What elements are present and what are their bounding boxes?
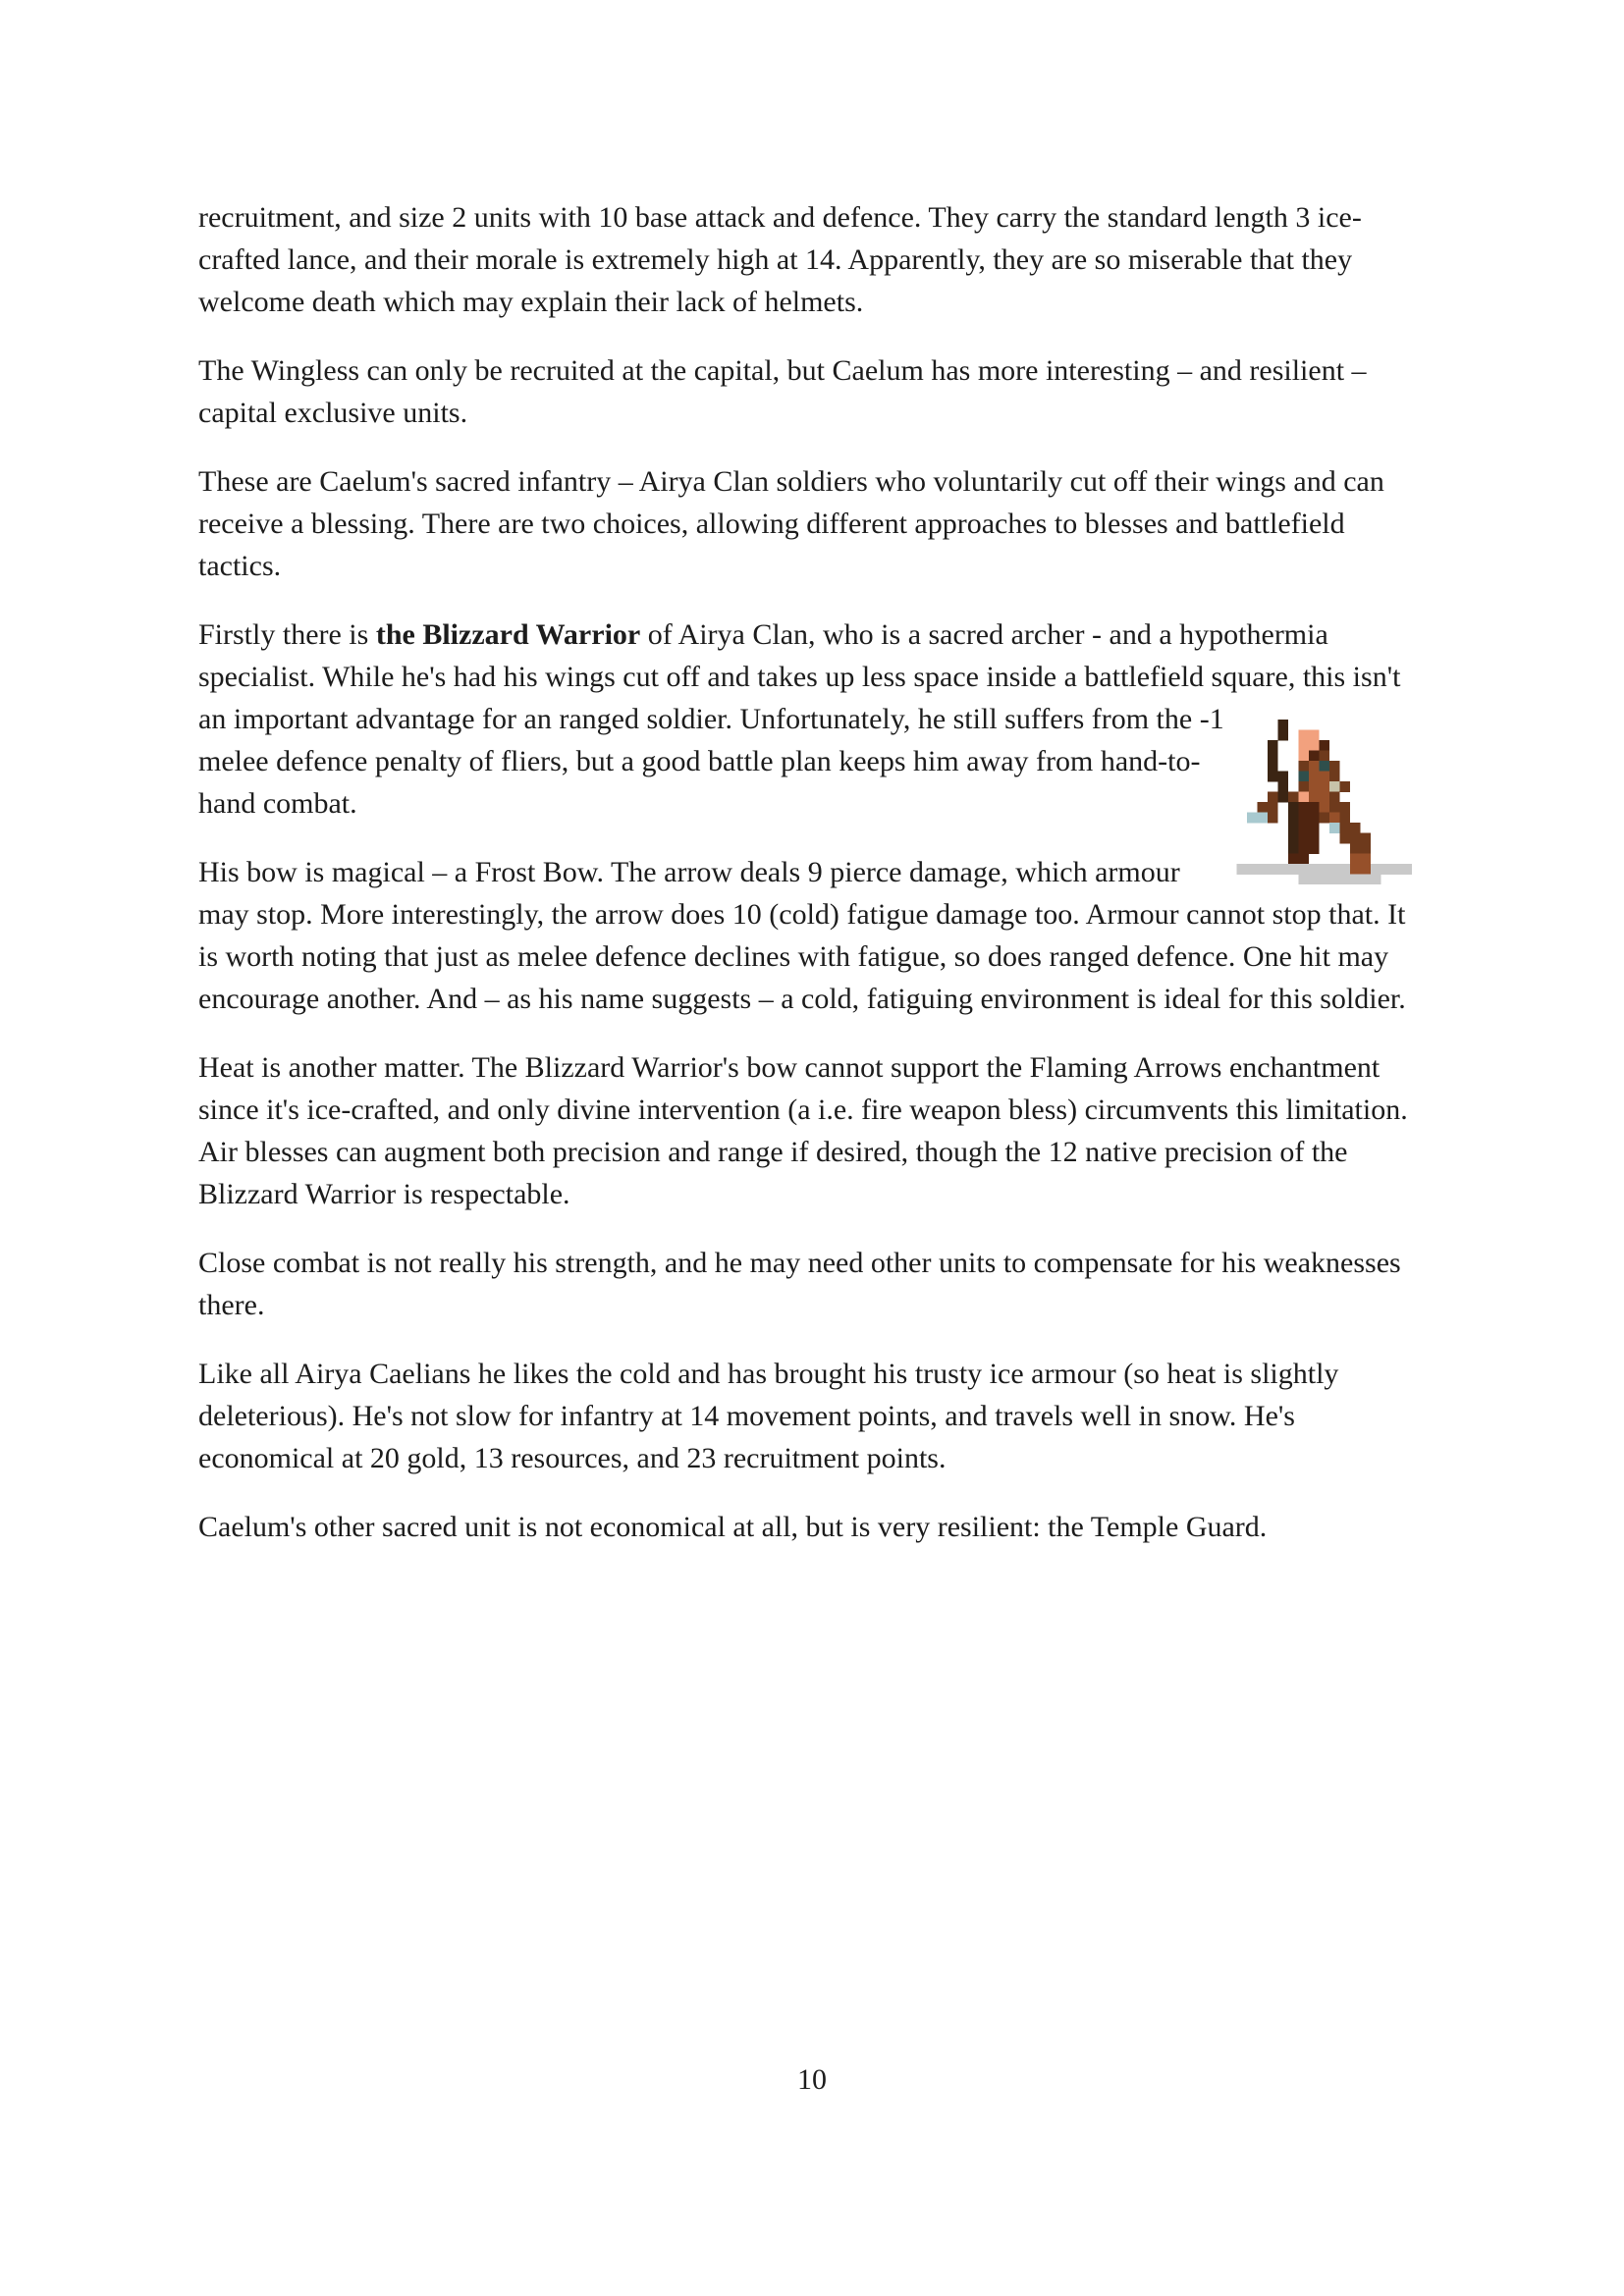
blizzard-warrior-sprite (1228, 698, 1421, 884)
paragraph: His bow is magical – a Frost Bow. The arrow deals 9 pierce damage, which armour may stop. More interestingly, the arrow does 10 (cold) fatigue damage too. Armour cannot stop that. It is worth noting that just as melee defence declines with fatigue, so does ranged defence. One hit may encourage another. And – as his name suggests – a cold, fatiguing environment is ideal for this soldier. (198, 856, 1406, 1015)
paragraph-text: Unfortunately, he still suffers from the -1 melee defence penalty of fliers, but a good battle plan keeps him away from hand-to-hand combat. (198, 703, 1224, 820)
paragraph: Like all Airya Caelians he likes the cold and has brought his trusty ice armour (so heat is slightly deleterious). He's not slow for infantry at 14 movement points, and travels well in snow. He's economical at 20 gold, 13 resources, and 23 recruitment points. (198, 1358, 1339, 1474)
text-column (198, 196, 1421, 1575)
paragraph: The Wingless can only be recruited at the capital, but Caelum has more interesting – and resilient – capital exclusive units. (198, 354, 1367, 429)
paragraph: Close combat is not really his strength, and he may need other units to compensate for his weaknesses there. (198, 1247, 1401, 1321)
paragraph-text: Firstly there is (198, 618, 376, 651)
paragraph (198, 614, 1421, 825)
paragraph: Heat is another matter. The Blizzard Warrior's bow cannot support the Flaming Arrows enchantment since it's ice-crafted, and only divine intervention (a i.e. fire weapon bless) circumvents this limitation. Air blesses can augment both precision and range if desired, though the 12 native precision of the Blizzard Warrior is respectable. (198, 1051, 1408, 1210)
paragraph-text: of Airya Clan, who is a sacred archer - and a hypothermia specialist. While he's had his wings cut off and takes up less space inside a battlefield square, this isn't an important advantage for an ranged soldier. (198, 618, 1401, 735)
paragraph: Caelum's other sacred unit is not economical at all, but is very resilient: the Temple Guard. (198, 1511, 1268, 1543)
page-number: 10 (797, 2063, 827, 2096)
unit-name-bold: the Blizzard Warrior (375, 618, 641, 651)
paragraph: These are Caelum's sacred infantry – Airya Clan soldiers who voluntarily cut off their wings and can receive a blessing. There are two choices, allowing different approaches to blesses and battlefield tactics. (198, 465, 1384, 582)
paragraph: recruitment, and size 2 units with 10 base attack and defence. They carry the standard length 3 ice-crafted lance, and their morale is extremely high at 14. Apparently, they are so miserable that they welcome death which may explain their lack of helmets. (198, 201, 1362, 318)
